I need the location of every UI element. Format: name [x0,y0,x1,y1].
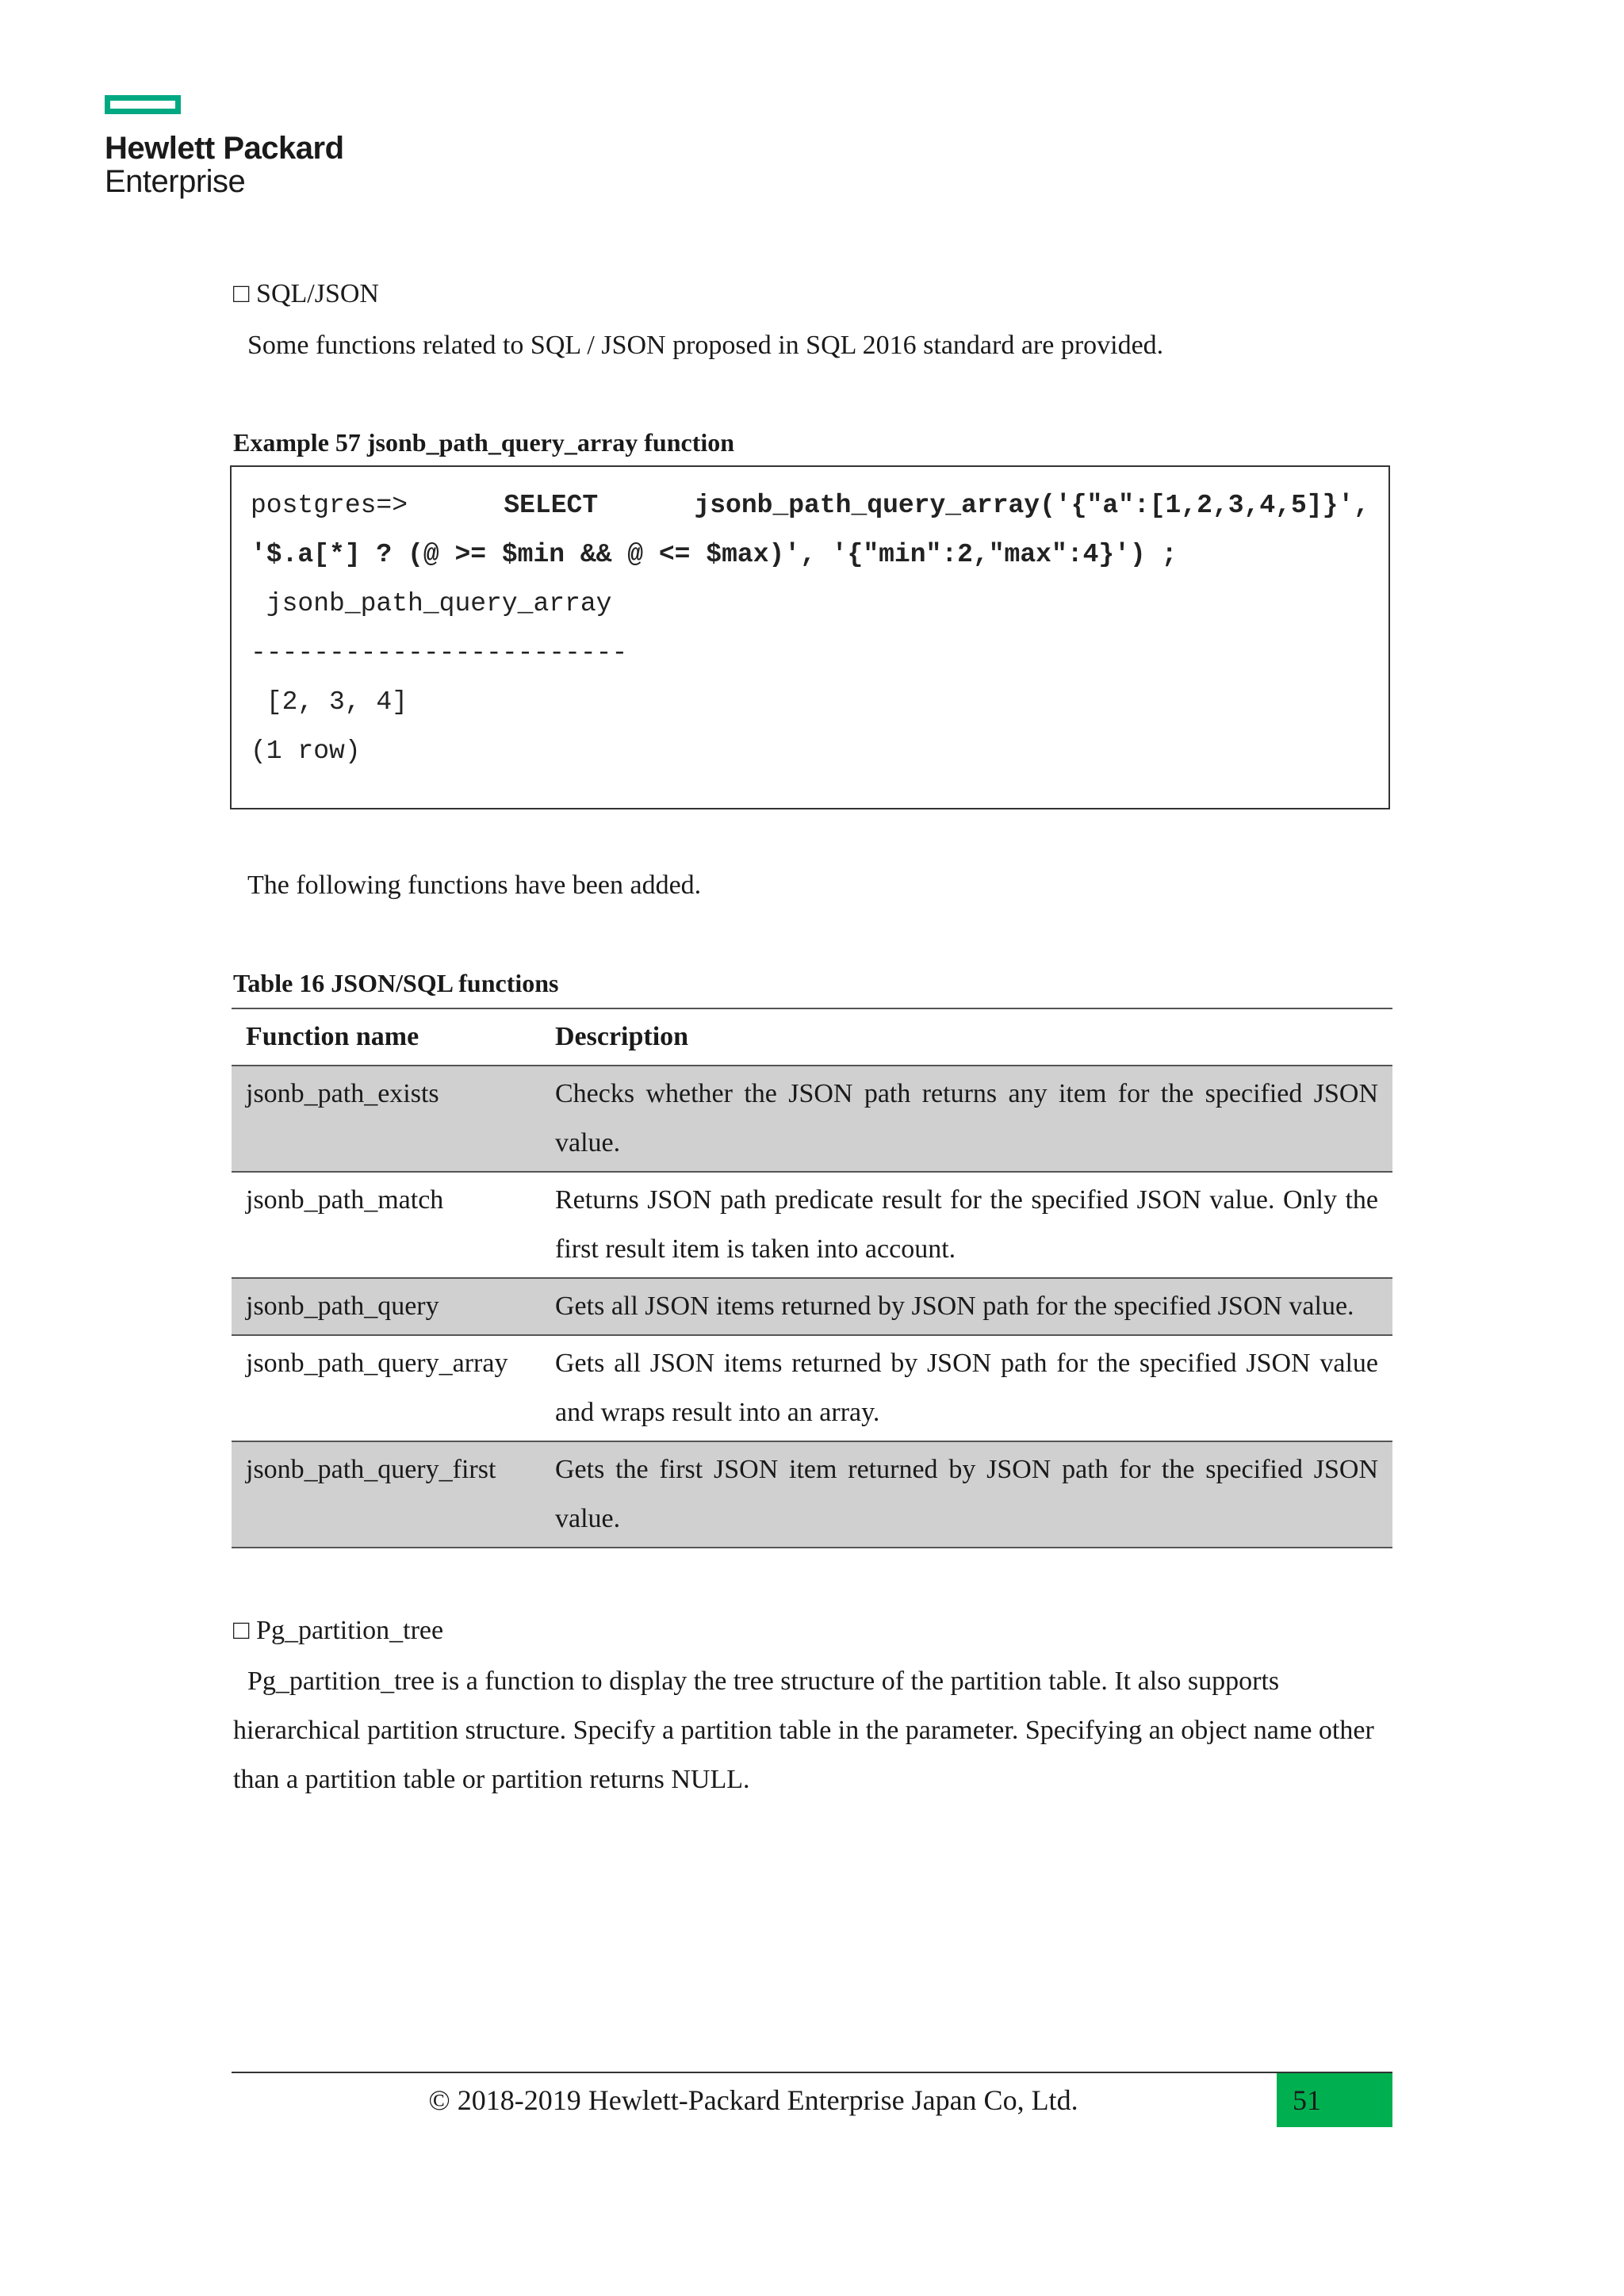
table-header-row [232,1008,1392,1066]
function-name-cell: jsonb_path_query_array [232,1335,541,1441]
code-result-header: jsonb_path_query_array [251,589,612,618]
table-row [232,1278,1392,1335]
section-title-sqljson: □ SQL/JSON [233,279,379,308]
code-separator: ------------------------ [251,638,628,668]
section-title-partition: □ Pg_partition_tree [233,1616,444,1645]
description-cell: Returns JSON path predicate result for the specified JSON value. Only the first result item is taken into account. [541,1172,1392,1278]
logo-line1: Hewlett Packard [105,131,344,166]
code-function-call: jsonb_path_query_array('{"a":[1,2,3,4,5]}', [694,491,1369,520]
page-number: 51 [1277,2073,1392,2127]
company-logo [105,95,344,198]
description-cell: Checks whether the JSON path returns any item for the specified JSON value. [541,1066,1392,1172]
table-row [232,1066,1392,1172]
description-cell: Gets all JSON items returned by JSON path for the specified JSON value. [541,1278,1392,1335]
footer-divider [232,2072,1392,2073]
functions-table [232,1008,1392,1548]
table-caption: Table 16 JSON/SQL functions [233,969,559,997]
code-line-2: '$.a[*] ? (@ >= $min && @ <= $max)', '{"min":2,"max":4}') ; [251,540,1178,569]
after-example-text: The following functions have been added. [247,871,702,900]
table-row [232,1441,1392,1548]
description-cell: Gets the first JSON item returned by JSON path for the specified JSON value. [541,1441,1392,1548]
logo-line2: Enterprise [105,164,246,199]
sqljson-intro: Some functions related to SQL / JSON proposed in SQL 2016 standard are provided. [247,331,1164,360]
code-row-count: (1 row) [251,737,361,766]
footer-copyright: © 2018-2019 Hewlett-Packard Enterprise Japan Co, Ltd. [428,2084,1078,2116]
header-description: Description [541,1008,1392,1066]
example-caption: Example 57 jsonb_path_query_array function [233,428,735,457]
function-name-cell: jsonb_path_query_first [232,1441,541,1548]
code-example [230,465,1390,809]
code-prompt: postgres=> [251,491,408,520]
logo-element-icon [105,95,181,114]
header-function-name: Function name [232,1008,541,1066]
function-name-cell: jsonb_path_query [232,1278,541,1335]
table-row [232,1172,1392,1278]
description-cell: Gets all JSON items returned by JSON path for the specified JSON value and wraps result into an array. [541,1335,1392,1441]
partition-body: Pg_partition_tree is a function to display the tree structure of the partition table. It also supports hierarchical partition structure. Specify a partition table in the parameter. Specifying an object name other than a partition table or partition returns NULL. [233,1667,1374,1794]
function-name-cell: jsonb_path_exists [232,1066,541,1172]
code-result-value: [2, 3, 4] [251,687,408,717]
function-name-cell: jsonb_path_match [232,1172,541,1278]
table-row [232,1335,1392,1441]
code-keyword: SELECT [504,491,599,520]
